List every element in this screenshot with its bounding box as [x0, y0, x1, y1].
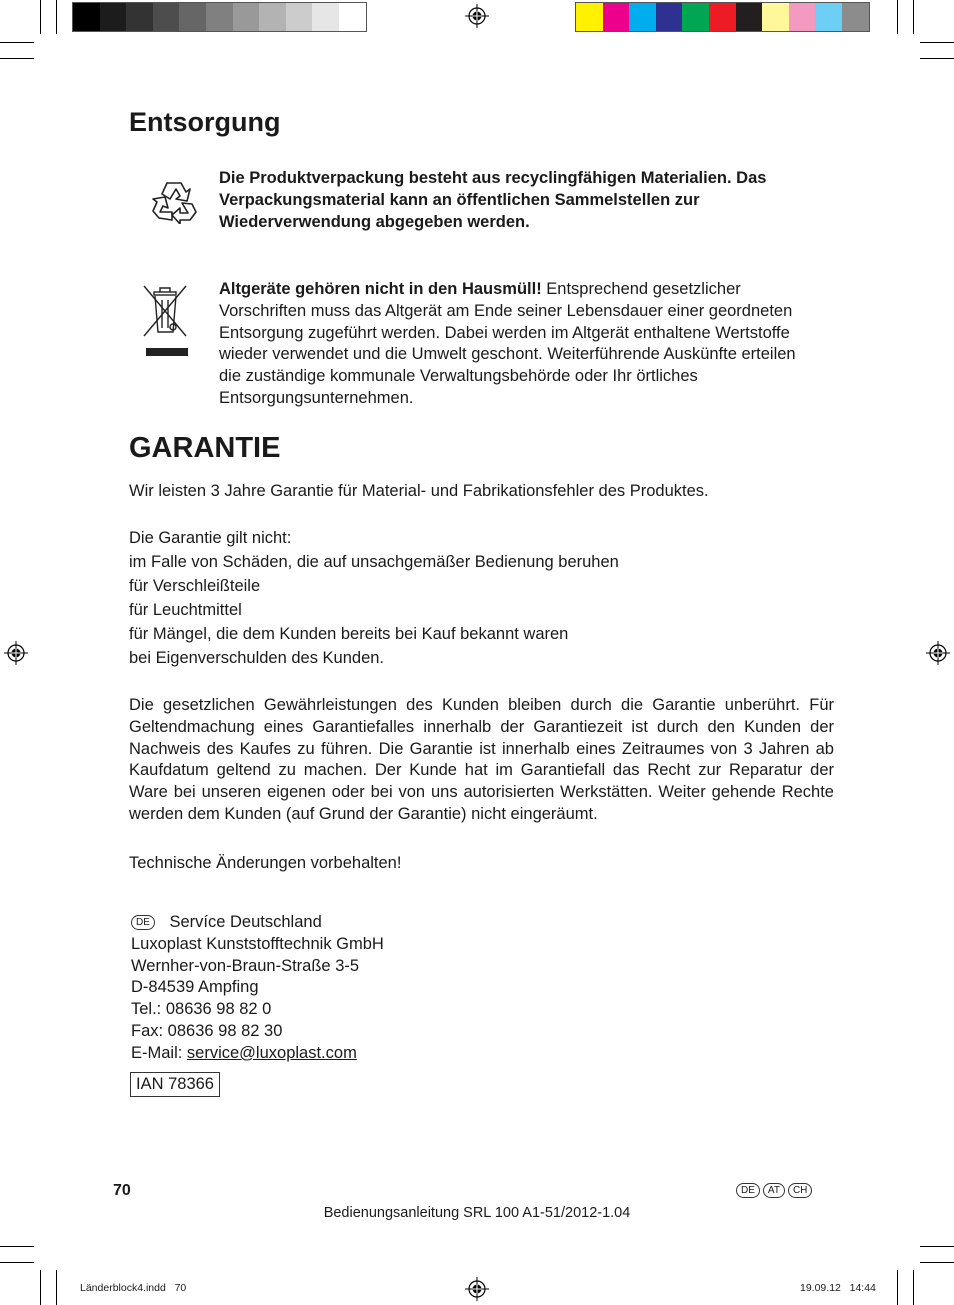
crop-mark: [56, 0, 57, 34]
crop-mark: [40, 1270, 41, 1305]
color-swatch: [286, 3, 313, 31]
crop-mark: [40, 0, 41, 34]
crop-mark: [920, 1262, 954, 1263]
crop-mark: [897, 0, 898, 34]
warranty-exclusions: [129, 526, 849, 670]
warranty-intro: Wir leisten 3 Jahre Garantie für Material- und Fabrikationsfehler des Produktes.: [129, 482, 709, 500]
exclusions-heading: Die Garantie gilt nicht:: [129, 529, 292, 547]
service-email-line: [131, 1043, 531, 1065]
section-title-warranty: GARANTIE: [129, 432, 281, 464]
color-swatch: [789, 3, 816, 31]
color-swatch: [736, 3, 763, 31]
ian-number-box: IAN 78366: [130, 1072, 220, 1097]
service-name: Servíce Deutschland: [169, 913, 322, 931]
color-swatch: [815, 3, 842, 31]
registration-mark-icon: [465, 4, 489, 28]
country-badges: [736, 1183, 812, 1198]
color-swatch: [656, 3, 683, 31]
registration-mark-icon: [4, 641, 28, 665]
page-number: 70: [113, 1182, 131, 1199]
recycling-icon: [150, 178, 198, 224]
gray-color-bar: [72, 2, 367, 32]
crop-mark: [0, 1262, 34, 1263]
color-swatch: [339, 3, 366, 31]
list-item: für Leuchtmittel: [129, 601, 242, 619]
weee-body: Entsprechend gesetzlicher Vorschriften muss das Altgerät am Ende seiner Lebensdauer einer geordneten Entsorgung zugeführt werden. Dabei werden im Altgerät enthaltene Wertstoffe wieder verwendet und die Umwelt geschont. Weiterführende Auskünfte erteilen die zuständige kommunale Verwaltungsbehörde oder Ihr örtliches Entsorgungsunternehmen.: [219, 280, 796, 407]
warranty-legal-text: Die gesetzlichen Gewährleistungen des Kunden bleiben durch die Garantie unberührt. Für Geltendmachung eines Garantiefalles innerhalb der Garantiezeit ist durch den Kunden der Nachweis des Kaufes zu führen. Die Garantie ist innerhalb eines Zeitraumes von 3 Jahren ab Kaufdatum geltend zu machen. Der Kunde hat im Garantiefall das Recht zur Reparatur der Ware bei unseren eigenen oder bei von uns autorisierten Werkstätten. Weiter gehende Rechte werden dem Kunden (auf Grund der Garantie) nicht eingeräumt.: [129, 696, 834, 823]
color-swatch: [153, 3, 180, 31]
service-street: Wernher-von-Braun-Straße 3-5: [131, 956, 360, 975]
crop-mark: [0, 42, 34, 43]
crop-mark: [0, 58, 34, 59]
manual-reference: Bedienungsanleitung SRL 100 A1-51/2012-1.04: [323, 1205, 631, 1221]
crop-mark: [920, 1246, 954, 1247]
print-timestamp: 19.09.12 14:44: [800, 1282, 876, 1294]
country-badge: AT: [763, 1183, 785, 1198]
color-swatch: [682, 3, 709, 31]
section-title-disposal: Entsorgung: [129, 107, 281, 137]
crop-mark: [920, 58, 954, 59]
crop-mark: [913, 0, 914, 34]
country-badge: DE: [736, 1183, 760, 1198]
crop-mark: [913, 1270, 914, 1305]
color-swatch: [312, 3, 339, 31]
list-item: bei Eigenverschulden des Kunden.: [129, 649, 385, 667]
crop-mark: [56, 1270, 57, 1305]
weee-text-block: [219, 279, 819, 410]
file-name: Länderblock4.indd 70: [80, 1282, 187, 1294]
list-item: im Falle von Schäden, die auf unsachgemäßer Bedienung beruhen: [129, 553, 619, 571]
color-swatch: [73, 3, 100, 31]
color-swatch: [126, 3, 153, 31]
registration-mark-icon: [465, 1277, 489, 1301]
color-swatch: [603, 3, 630, 31]
service-tel: Tel.: 08636 98 82 0: [131, 1000, 272, 1019]
service-name-line: [131, 912, 531, 934]
technical-changes-note: Technische Änderungen vorbehalten!: [129, 854, 402, 872]
service-company: Luxoplast Kunststofftechnik GmbH: [131, 934, 384, 953]
service-address: [131, 912, 531, 1065]
list-item: für Verschleißteile: [129, 577, 261, 595]
color-swatch: [179, 3, 206, 31]
process-color-bar: [575, 2, 870, 32]
service-city: D-84539 Ampfing: [131, 978, 259, 997]
color-swatch: [762, 3, 789, 31]
color-swatch: [709, 3, 736, 31]
color-swatch: [259, 3, 286, 31]
color-swatch: [576, 3, 603, 31]
color-swatch: [206, 3, 233, 31]
service-fax: Fax: 08636 98 82 30: [131, 1021, 283, 1040]
registration-mark-icon: [926, 641, 950, 665]
color-swatch: [100, 3, 127, 31]
color-swatch: [233, 3, 260, 31]
crop-mark: [897, 1270, 898, 1305]
crossed-out-bin-icon: [140, 282, 192, 360]
crop-mark: [0, 1246, 34, 1247]
crop-mark: [920, 42, 954, 43]
weee-lead: Altgeräte gehören nicht in den Hausmüll!: [219, 280, 542, 298]
color-swatch: [629, 3, 656, 31]
email-label: E-Mail:: [131, 1043, 187, 1062]
list-item: für Mängel, die dem Kunden bereits bei Kauf bekannt waren: [129, 625, 569, 643]
recycling-text: Die Produktverpackung besteht aus recyclingfähigen Materialien. Das Verpackungsmaterial kann an öffentlichen Sammelstellen zur Wiederverwendung abgegeben werden.: [219, 169, 767, 231]
color-swatch: [842, 3, 869, 31]
country-badge: CH: [788, 1183, 812, 1198]
email-link[interactable]: service@luxoplast.com: [186, 1043, 357, 1062]
country-badge: DE: [131, 915, 155, 930]
